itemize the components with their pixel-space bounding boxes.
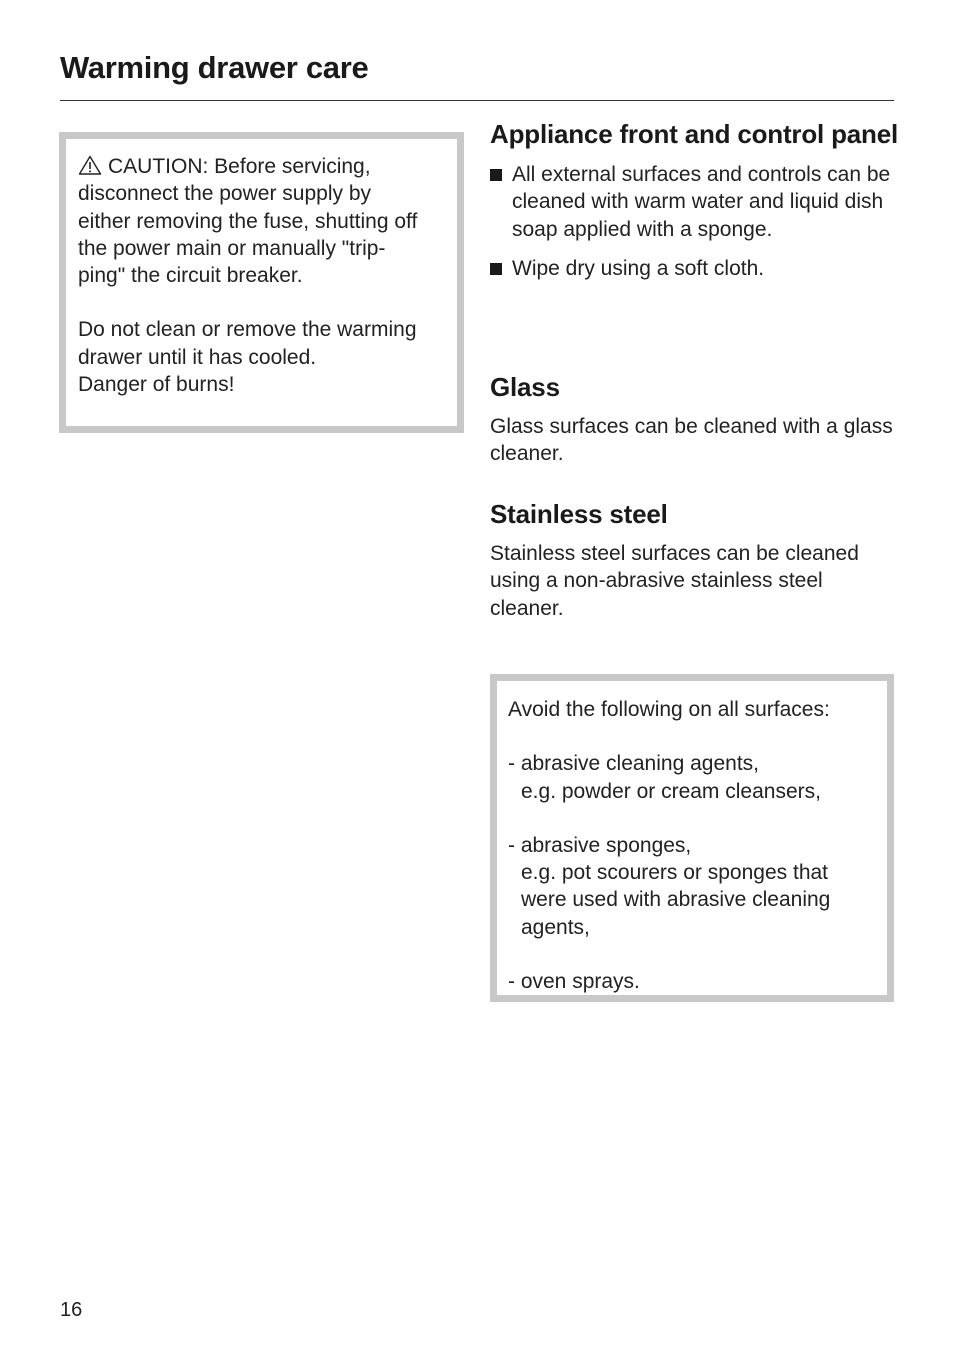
stainless-steel-text: Stainless steel surfaces can be cleaned using a non-abrasive stainless steel cleaner. xyxy=(490,542,859,620)
square-bullet-icon xyxy=(490,169,502,181)
warning-triangle-icon xyxy=(78,155,102,175)
list-item xyxy=(490,255,900,282)
section-heading-appliance: Appliance front and control panel xyxy=(490,119,898,149)
list-item-text: All external surfaces and controls can be cleaned with warm water and liquid dish soap applied with a sponge. xyxy=(512,163,891,241)
square-bullet-icon xyxy=(490,263,502,275)
avoid-list-item: - abrasive sponges, e.g. pot scourers or sponges that were used with abrasive cleaning agents, xyxy=(508,833,831,939)
page-title: Warming drawer care xyxy=(60,50,369,85)
section-appliance-front xyxy=(490,118,900,282)
section-heading-glass: Glass xyxy=(490,372,560,402)
caution-warning-text: Do not clean or remove the warming drawer until it has cooled. Danger of burns! xyxy=(78,318,417,397)
avoid-list-item: - oven sprays. xyxy=(508,970,640,994)
list-item xyxy=(490,161,900,243)
caution-box xyxy=(59,132,464,433)
section-glass xyxy=(490,371,900,468)
glass-text: Glass surfaces can be cleaned with a glass cleaner. xyxy=(490,415,893,466)
avoid-box xyxy=(490,674,894,1002)
avoid-intro: Avoid the following on all surfaces: xyxy=(508,698,830,721)
section-stainless-steel xyxy=(490,498,900,622)
caution-paragraph xyxy=(78,153,445,289)
list-item-text: Wipe dry using a soft cloth. xyxy=(512,256,765,280)
avoid-list xyxy=(508,750,875,995)
section-heading-stainless-steel: Stainless steel xyxy=(490,499,668,529)
avoid-list-item: - abrasive cleaning agents, e.g. powder or cream cleansers, xyxy=(508,752,821,803)
title-divider xyxy=(60,100,894,101)
appliance-bullet-list xyxy=(490,161,900,282)
page-number: 16 xyxy=(60,1299,83,1321)
caution-text: CAUTION: Before servicing, disconnect the power supply by either removing the fuse, shutting off the power main or manually "trip- ping" the circuit breaker. xyxy=(78,155,418,288)
